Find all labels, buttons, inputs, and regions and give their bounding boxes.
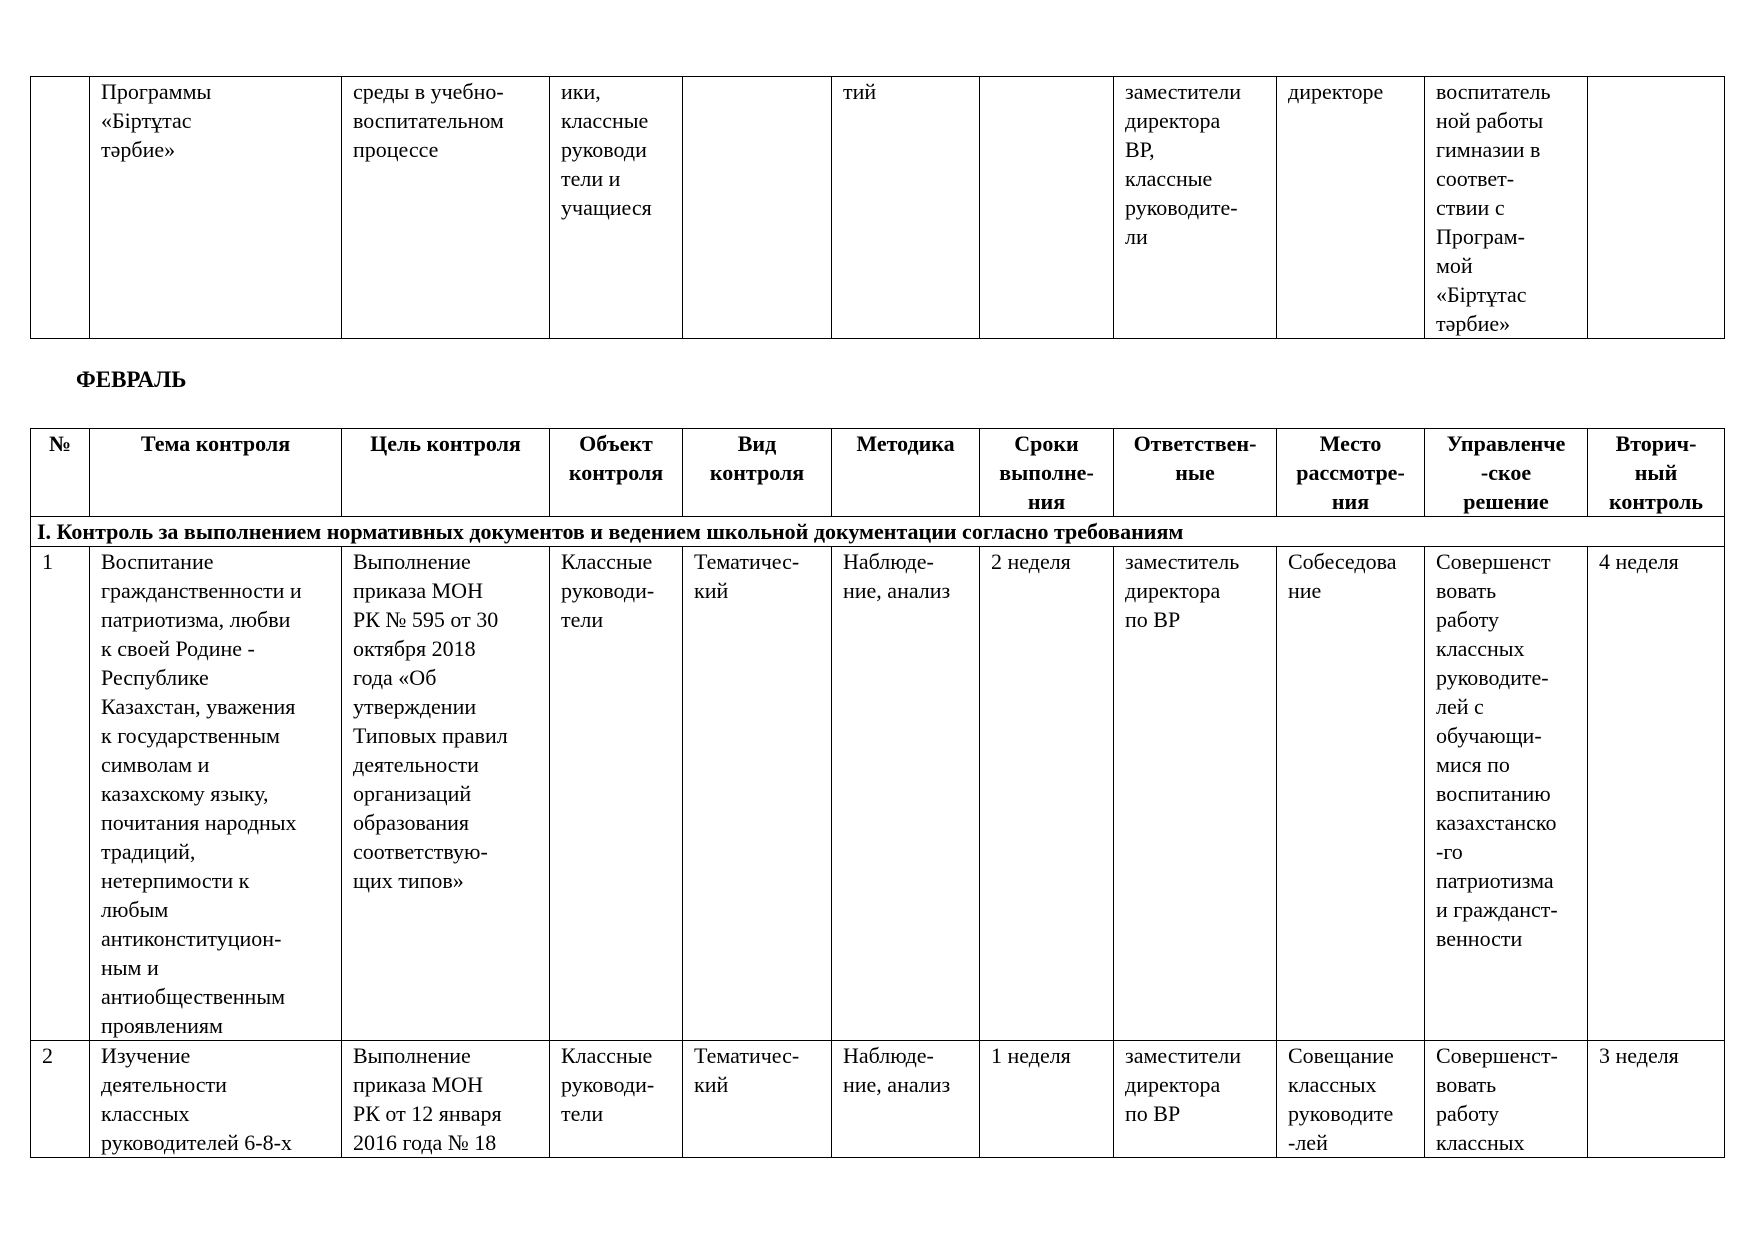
cell-deadline: 1 неделя (980, 1041, 1114, 1158)
cell-deadline: 2 неделя (980, 547, 1114, 1041)
cell-goal: Выполнение приказа МОН РК № 595 от 30 октября 2018 года «Об утверждении Типовых правил деятельности организаций образования соответствую- щих типов» (342, 547, 550, 1041)
month-title: ФЕВРАЛЬ (76, 367, 187, 392)
header-method: Методика (832, 429, 980, 517)
header-object: Объект контроля (550, 429, 683, 517)
cell-object: Классные руководи- тели (550, 547, 683, 1041)
cell-number: 2 (31, 1041, 90, 1158)
cell-object: Классные руководи- тели (550, 1041, 683, 1158)
cell-secondary: 3 неделя (1588, 1041, 1725, 1158)
cell-secondary (1588, 77, 1725, 339)
cell-deadline (980, 77, 1114, 339)
header-decision: Управленче -ское решение (1425, 429, 1588, 517)
cell-topic: Изучение деятельности классных руководителей 6-8-х (90, 1041, 342, 1158)
table-row (31, 77, 1725, 339)
cell-review-place: Собеседова ние (1277, 547, 1425, 1041)
cell-topic: Воспитание гражданственности и патриотизма, любви к своей Родине - Республике Казахстан, уважения к государственным символам и казахскому языку, почитания народных традиций, нетерпимости к любым антиконституцион- ным и антиобщественным проявлениям (90, 547, 342, 1041)
table-header-row (31, 429, 1725, 517)
cell-review-place: Совещание классных руководите -лей (1277, 1041, 1425, 1158)
cell-review-place: директоре (1277, 77, 1425, 339)
cell-object: ики, классные руководи тели и учащиеся (550, 77, 683, 339)
header-goal: Цель контроля (342, 429, 550, 517)
section-title: I. Контроль за выполнением нормативных документов и ведением школьной документации согласно требованиям (31, 517, 1725, 547)
cell-responsible: заместители директора ВР, классные руководите- ли (1114, 77, 1277, 339)
cell-decision: Совершенст вовать работу классных руководите- лей с обучающи- мися по воспитанию казахстанско -го патриотизма и гражданст- венности (1425, 547, 1588, 1041)
cell-method: Наблюде- ние, анализ (832, 547, 980, 1041)
table-row (31, 1041, 1725, 1158)
continued-table (30, 76, 1725, 339)
section-row (31, 517, 1725, 547)
header-secondary: Вторич- ный контроль (1588, 429, 1725, 517)
cell-responsible: заместитель директора по ВР (1114, 547, 1277, 1041)
cell-decision: Совершенст- вовать работу классных (1425, 1041, 1588, 1158)
header-review-place: Место рассмотре- ния (1277, 429, 1425, 517)
cell-responsible: заместители директора по ВР (1114, 1041, 1277, 1158)
header-deadline: Сроки выполне- ния (980, 429, 1114, 517)
cell-type: Тематичес- кий (683, 547, 832, 1041)
cell-topic: Программы «Біртұтас тәрбие» (90, 77, 342, 339)
header-number: № (31, 429, 90, 517)
header-topic: Тема контроля (90, 429, 342, 517)
cell-secondary: 4 неделя (1588, 547, 1725, 1041)
control-plan-table (30, 428, 1725, 1158)
cell-goal: среды в учебно- воспитательном процессе (342, 77, 550, 339)
cell-type (683, 77, 832, 339)
header-responsible: Ответствен- ные (1114, 429, 1277, 517)
cell-method: Наблюде- ние, анализ (832, 1041, 980, 1158)
cell-decision: воспитатель ной работы гимназии в соответ- ствии с Програм- мой «Біртұтас тәрбие» (1425, 77, 1588, 339)
cell-method: тий (832, 77, 980, 339)
cell-number: 1 (31, 547, 90, 1041)
cell-goal: Выполнение приказа МОН РК от 12 января 2016 года № 18 (342, 1041, 550, 1158)
table-row (31, 547, 1725, 1041)
cell-type: Тематичес- кий (683, 1041, 832, 1158)
header-type: Вид контроля (683, 429, 832, 517)
cell-number (31, 77, 90, 339)
